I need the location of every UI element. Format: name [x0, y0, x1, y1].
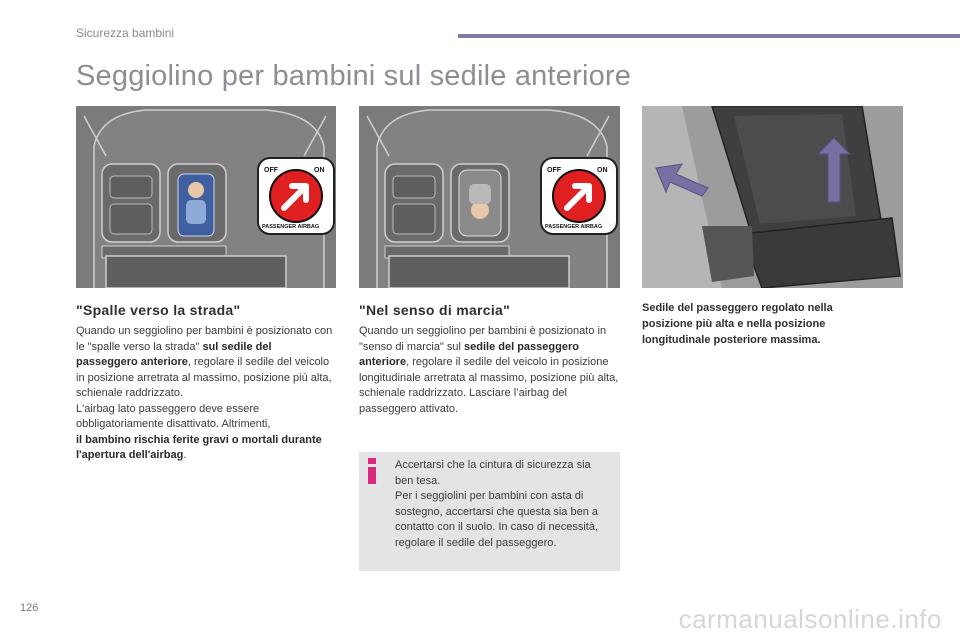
caption-seat-adjustment: Sedile del passeggero regolato nella posizione più alta e nella posizione longitudinale posteriore massima. — [642, 302, 833, 346]
page-number: 126 — [20, 602, 39, 614]
text-forward-facing: Quando un seggiolino per bambini è posizionato in "senso di marcia" sul sedile del passeggero anteriore, regolare il sedile del veicolo in posizione longitudinale arretrata al massimo, posizione più alta, schienale raddrizzato. Lasciare l’airbag del passeggero attivato. — [359, 325, 619, 415]
page-title: Seggiolino per bambini sul sedile anteriore — [76, 60, 632, 92]
heading-rear-facing: "Spalle verso la strada" — [76, 302, 241, 318]
passenger-airbag-label: PASSENGER AIRBAG — [262, 224, 320, 230]
figure-seat-adjustment — [642, 106, 903, 288]
text-rear-facing: Quando un seggiolino per bambini è posizionato con le "spalle verso la strada" sul sedile del passeggero anteriore, regolare il sedile del veicolo in posizione arretrata al massimo, posizione più alta, schienale raddrizzato. L'airbag lato passeggero deve essere obbligatoriamente disattivato. Altrimenti, il bambino rischia ferite gravi o mortali durante l'apertura dell'airbag. — [76, 325, 333, 461]
watermark: carmanualsonline.info — [678, 604, 942, 634]
info-box — [359, 452, 620, 571]
section-label: Sicurezza bambini — [76, 26, 175, 40]
airbag-off-label: OFF — [547, 167, 561, 174]
info-icon — [365, 458, 379, 484]
airbag-on-label: ON — [314, 167, 325, 174]
airbag-off-label: OFF — [264, 167, 278, 174]
header-rule — [458, 34, 960, 38]
figure-rear-facing-seat — [76, 106, 336, 288]
passenger-airbag-label: PASSENGER AIRBAG — [545, 224, 603, 230]
figure-forward-facing-seat — [359, 106, 620, 288]
airbag-on-label: ON — [597, 167, 608, 174]
heading-forward-facing: "Nel senso di marcia" — [359, 302, 511, 318]
info-text: Accertarsi che la cintura di sicurezza sia ben tesa. Per i seggiolini per bambini con asta di sostegno, accertarsi che questa sia ben a contatto con il suolo. In caso di necessità, regolare il sedile del passeggero. — [395, 459, 599, 549]
